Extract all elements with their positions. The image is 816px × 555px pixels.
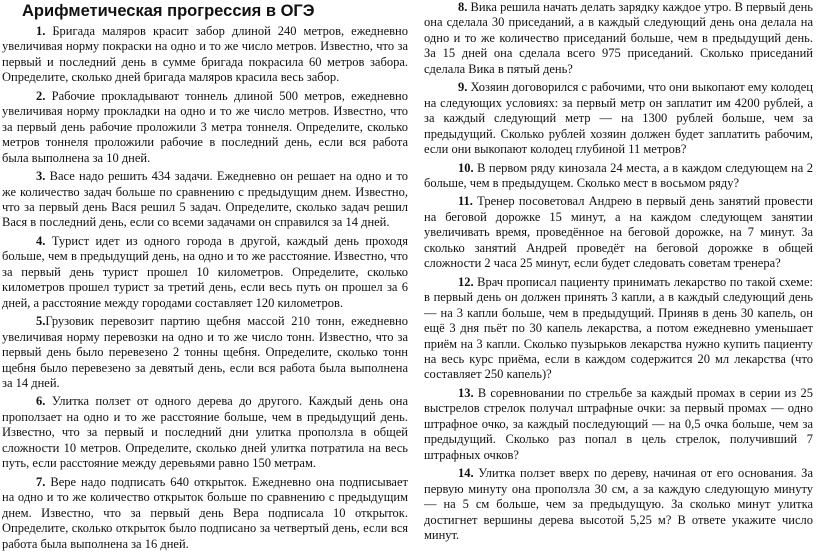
task-number: 5. <box>36 314 46 329</box>
task-number: 1. <box>36 24 46 38</box>
task-number: 9. <box>458 80 468 95</box>
left-column <box>2 0 408 555</box>
task-13 <box>424 386 813 463</box>
task-text: Грузовик перевозит партию щебня массой 210 тонн, ежедневно увеличивая норму перевозки на одно и то же число тонн. Известно, что за первый день было перевезено 2 тонны щебня. Определите, сколько тонн щебня было перевезено за девятый день, если вся работа была выполнена за 14 дней. <box>2 314 408 390</box>
task-14 <box>424 466 813 543</box>
task-text: Вере надо подписать 640 открыток. Ежедневно она подписывает на одно и то же количество открыток больше по сравнению с предыдущим днем. Известно, что за первый день Вера подписала 10 открыток. Определите, сколько открыток было подписано за четвертый день, если вся работа была выполнена за 16 дней. <box>2 474 408 551</box>
right-column <box>424 0 813 546</box>
task-text: В первом ряду кинозала 24 места, а в каждом следующем на 2 больше, чем в предыдущем. Сколько мест в восьмом ряду? <box>424 160 813 190</box>
task-text: Хозяин договорился с рабочими, что они выкопают ему колодец на следующих условиях: за первый метр он заплатит им 4200 рублей, а за каждый следующий метр — на 1300 рублей больше, чем за предыдущий. Сколько рублей хозяин должен будет заплатить рабочим, если они выкопают колодец глубиной 11 метров? <box>424 80 813 157</box>
task-12 <box>424 275 813 383</box>
task-text: Улитка ползет от одного дерева до другого. Каждый день она проползает на одно и то же расстояние больше, чем в предыдущий день. Известно, что за первый и последний дни улитка проползла в общей сложности 10 метров. Определите, сколько дней улитка потратила на весь путь, если расстояние между деревьями равно 150 метрам. <box>2 394 408 471</box>
task-text: Врач прописал пациенту принимать лекарство по такой схеме: в первый день он должен принять 3 капли, а в каждый следующий день — на 3 капли больше, чем в предыдущий. Приняв в день 30 капель, он ещё 3 дня пьёт по 30 капель лекарства, а потом ежедневно уменьшает приём на 3 капли. Сколько пузырьков лекарства нужно купить пациенту на весь курс приёма, если в каждом содержится 20 мл лекарства (что составляет 250 капель)? <box>424 274 813 382</box>
task-10 <box>424 161 813 192</box>
task-number: 7. <box>36 474 46 489</box>
task-number: 3. <box>36 169 46 184</box>
task-5 <box>2 314 408 391</box>
page-title: Арифметическая прогрессия в ОГЭ <box>22 2 315 20</box>
task-8 <box>424 0 813 77</box>
task-number: 11. <box>458 194 473 209</box>
task-11 <box>424 194 813 271</box>
task-6 <box>2 394 408 471</box>
task-1 <box>2 24 408 86</box>
task-text: В соревновании по стрельбе за каждый промах в серии из 25 выстрелов стрелок получал штрафные очки: за первый промах — одно штрафное очко, за каждый последующий — на 0,5 очка больше, чем за предыдущий. Сколько раз попал в цель стрелок, получивший 7 штрафных очков? <box>424 385 813 462</box>
task-text: Тренер посоветовал Андрею в первый день занятий провести на беговой дорожке 15 минут, а на каждом следующем занятии увеличивать время, проведённое на беговой дорожке, на 7 минут. За сколько занятий Андрей проведёт на беговой дорожке в общей сложности 2 часа 25 минут, если будет следовать советам тренера? <box>424 194 813 271</box>
task-number: 13. <box>458 385 474 400</box>
task-text: Улитка ползет вверх по дереву, начиная от его основания. За первую минуту она проползла 30 см, а за каждую следующую минуту — на 5 см больше, чем за предыдущую. За сколько минут улитка достигнет вершины дерева высотой 5,25 м? В ответе укажите число минут. <box>424 466 813 542</box>
task-text: Турист идет из одного города в другой, каждый день проходя больше, чем в предыдущий день, на одно и то же расстояние. Известно, что за первый день турист прошел 10 километров. Определите, сколько километров прошел турист за третий день, если весь путь он прошел за 6 дней, а расстояние между городами составляет 120 километров. <box>2 233 408 310</box>
task-4 <box>2 234 408 311</box>
task-number: 8. <box>458 0 468 14</box>
task-text: Васе надо решить 434 задачи. Ежедневно он решает на одно и то же количество задач больше по сравнению с предыдущим днем. Известно, что за первый день Вася решил 5 задач. Определите, сколько задач решил Вася в последний день, если со всеми задачами он справился за 14 дней. <box>2 169 408 230</box>
task-text: Рабочие прокладывают тоннель длиной 500 метров, ежедневно увеличивая норму прокладки на одно и то же число метров. Известно, что за первый день рабочие проложили 3 метра тоннеля. Определите, сколько метров тоннеля проложили рабочие в последний день, если вся работа была выполнена за 10 дней. <box>2 88 408 165</box>
task-3 <box>2 169 408 231</box>
task-number: 12. <box>458 274 474 289</box>
task-number: 10. <box>458 160 474 175</box>
task-number: 6. <box>36 394 46 409</box>
task-number: 2. <box>36 88 46 103</box>
task-number: 14. <box>458 466 474 481</box>
task-text: Бригада маляров красит забор длиной 240 метров, ежедневно увеличивая норму покраски на одно и то же число метров. Известно, что за первый и последний день в сумме бригада покрасила 60 метров забора. Определите, сколько дней бригада маляров красила весь забор. <box>2 24 408 85</box>
task-2 <box>2 89 408 166</box>
task-text: Вика решила начать делать зарядку каждое утро. В первый день она сделала 30 приседаний, а в каждый следующий день она делала на одно и то же количество приседаний больше, чем в предыдущий день. За 15 дней она сделала всего 975 приседаний. Сколько приседаний сделала Вика в пятый день? <box>424 0 813 76</box>
task-number: 4. <box>36 233 46 248</box>
task-9 <box>424 80 813 157</box>
task-7 <box>2 475 408 552</box>
